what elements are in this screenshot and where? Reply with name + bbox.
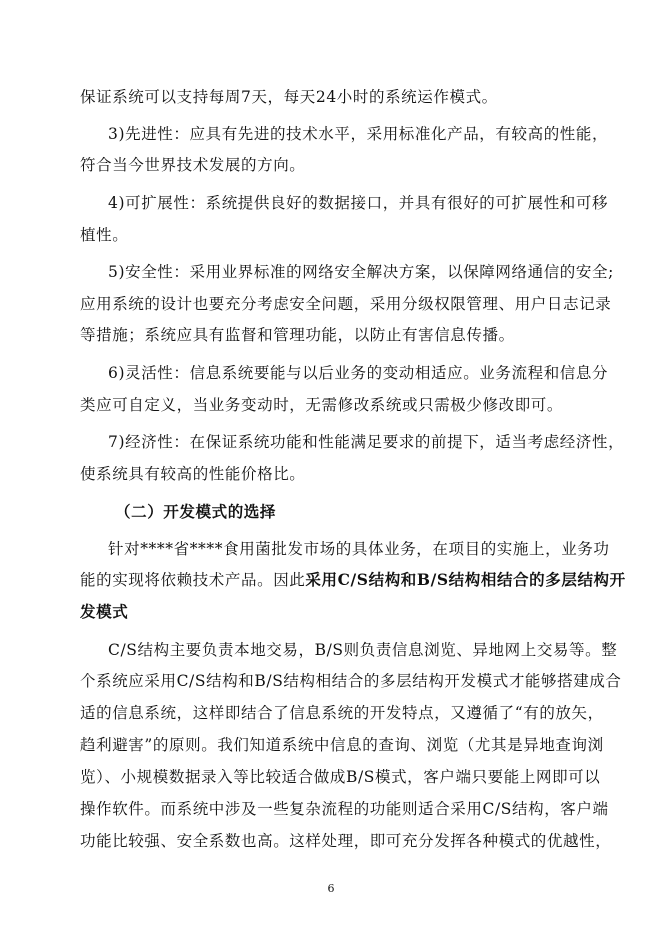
paragraph-2-line-2-normal: 能的实现将依赖技术产品。因此 (80, 571, 306, 589)
text-line-12: 使系统具有较高的性能价格比。 (80, 465, 306, 483)
text-line-4: 4)可扩展性：系统提供良好的数据接口，并具有很好的可扩展性和可移 (108, 194, 609, 212)
paragraph-3-line-4: 趋利避害”的原则。我们知道系统中信息的查询、浏览（尤其是异地查询浏 (80, 736, 604, 754)
text-line-7: 应用系统的设计也要充分考虑安全问题，采用分级权限管理、用户日志记录 (80, 295, 612, 313)
text-line-6: 5)安全性：采用业界标准的网络安全解决方案，以保障网络通信的安全; (108, 263, 614, 281)
text-line-3: 符合当今世界技术发展的方向。 (80, 156, 306, 174)
paragraph-3-line-1: C/S结构主要负责本地交易，B/S则负责信息浏览、异地网上交易等。整 (108, 641, 618, 659)
text-line-1: 保证系统可以支持每周7天，每天24小时的系统运作模式。 (80, 88, 498, 106)
paragraph-2-line-3: 发模式 (80, 602, 129, 621)
text-line-5: 植性。 (80, 226, 129, 244)
paragraph-3-line-7: 功能比较强、安全系数也高。这样处理，即可充分发挥各种模式的优越性， (80, 832, 612, 850)
text-line-8: 等措施；系统应具有监督和管理功能，以防止有害信息传播。 (80, 326, 515, 344)
text-line-9: 6)灵活性：信息系统要能与以后业务的变动相适应。业务流程和信息分 (108, 364, 609, 382)
page-number: 6 (327, 882, 335, 895)
text-line-10: 类应可自定义，当业务变动时，无需修改系统或只需极少修改即可。 (80, 396, 564, 414)
paragraph-3-line-3: 适的信息系统，这样即结合了信息系统的开发特点，又遵循了“有的放矢， (80, 704, 604, 722)
text-line-11: 7)经济性：在保证系统功能和性能满足要求的前提下，适当考虑经济性， (108, 433, 625, 451)
paragraph-2-line-1: 针对****省****食用菌批发市场的具体业务，在项目的实施上，业务功 (108, 540, 610, 558)
paragraph-3-line-6: 操作软件。而系统中涉及一些复杂流程的功能则适合采用C/S结构，客户端 (80, 800, 609, 818)
paragraph-3-line-2: 个系统应采用C/S结构和B/S结构相结合的多层结构开发模式才能够搭建成合 (80, 672, 622, 690)
paragraph-2-line-2 (80, 570, 626, 590)
text-line-2: 3)先进性：应具有先进的技术水平，采用标准化产品，有较高的性能， (108, 125, 609, 143)
paragraph-2-line-2-bold: 采用C/S结构和B/S结构相结合的多层结构开 (305, 570, 626, 589)
section-heading: （二）开发模式的选择 (115, 502, 277, 521)
paragraph-3-line-5: 览）、小规模数据录入等比较适合做成B/S模式，客户端只要能上网即可以 (80, 768, 601, 786)
